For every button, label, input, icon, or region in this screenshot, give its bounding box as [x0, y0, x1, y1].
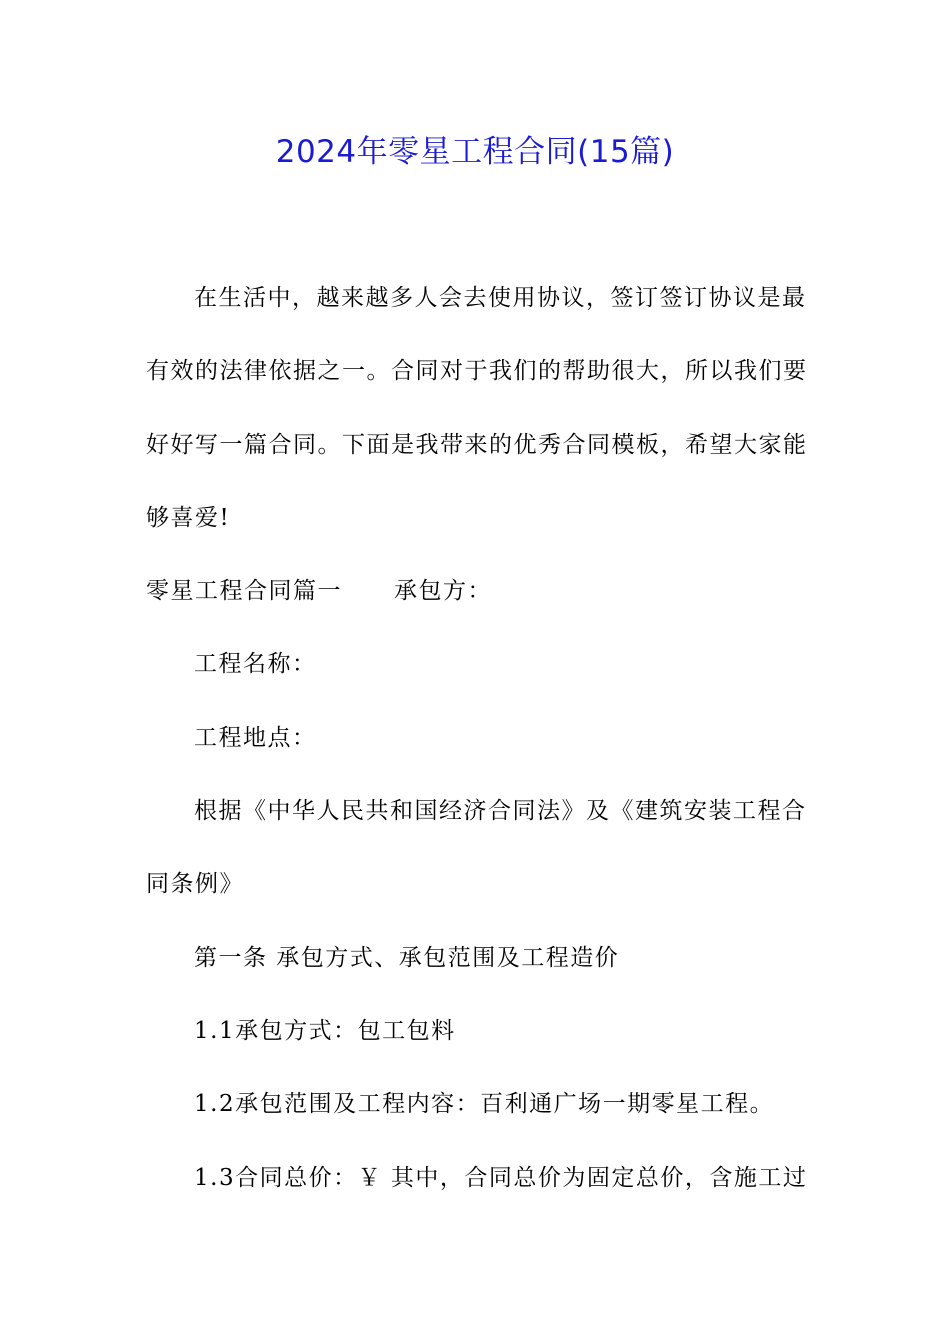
intro-line-4: 够喜爱!	[146, 504, 231, 531]
contractor-label: 承包方：	[394, 578, 492, 605]
document-body	[146, 262, 806, 1215]
section-heading-line	[146, 555, 806, 628]
intro-line-2: 有效的法律依据之一。合同对于我们的帮助很大，所以我们要	[146, 358, 808, 385]
clause-1-3: 1.3合同总价：￥ 其中，合同总价为固定总价，含施工过	[194, 1164, 808, 1191]
basis-line-2: 同条例》	[146, 871, 244, 898]
basis-line-1: 根据《中华人民共和国经济合同法》及《建筑安装工程合	[194, 798, 807, 825]
document-title: 2024年零星工程合同(15篇)	[275, 134, 675, 170]
intro-line-3: 好好写一篇合同。下面是我带来的优秀合同模板，希望大家能	[146, 431, 808, 458]
clause-1-1: 1.1承包方式：包工包料	[194, 1017, 456, 1044]
article-one-title: 第一条 承包方式、承包范围及工程造价	[194, 944, 620, 971]
project-name-label: 工程名称：	[194, 651, 317, 678]
clause-1-2: 1.2承包范围及工程内容：百利通广场一期零星工程。	[194, 1091, 775, 1118]
section-heading: 零星工程合同篇一	[146, 578, 342, 605]
intro-line-1: 在生活中，越来越多人会去使用协议，签订签订协议是最	[194, 285, 807, 311]
project-location-label: 工程地点：	[194, 724, 317, 751]
